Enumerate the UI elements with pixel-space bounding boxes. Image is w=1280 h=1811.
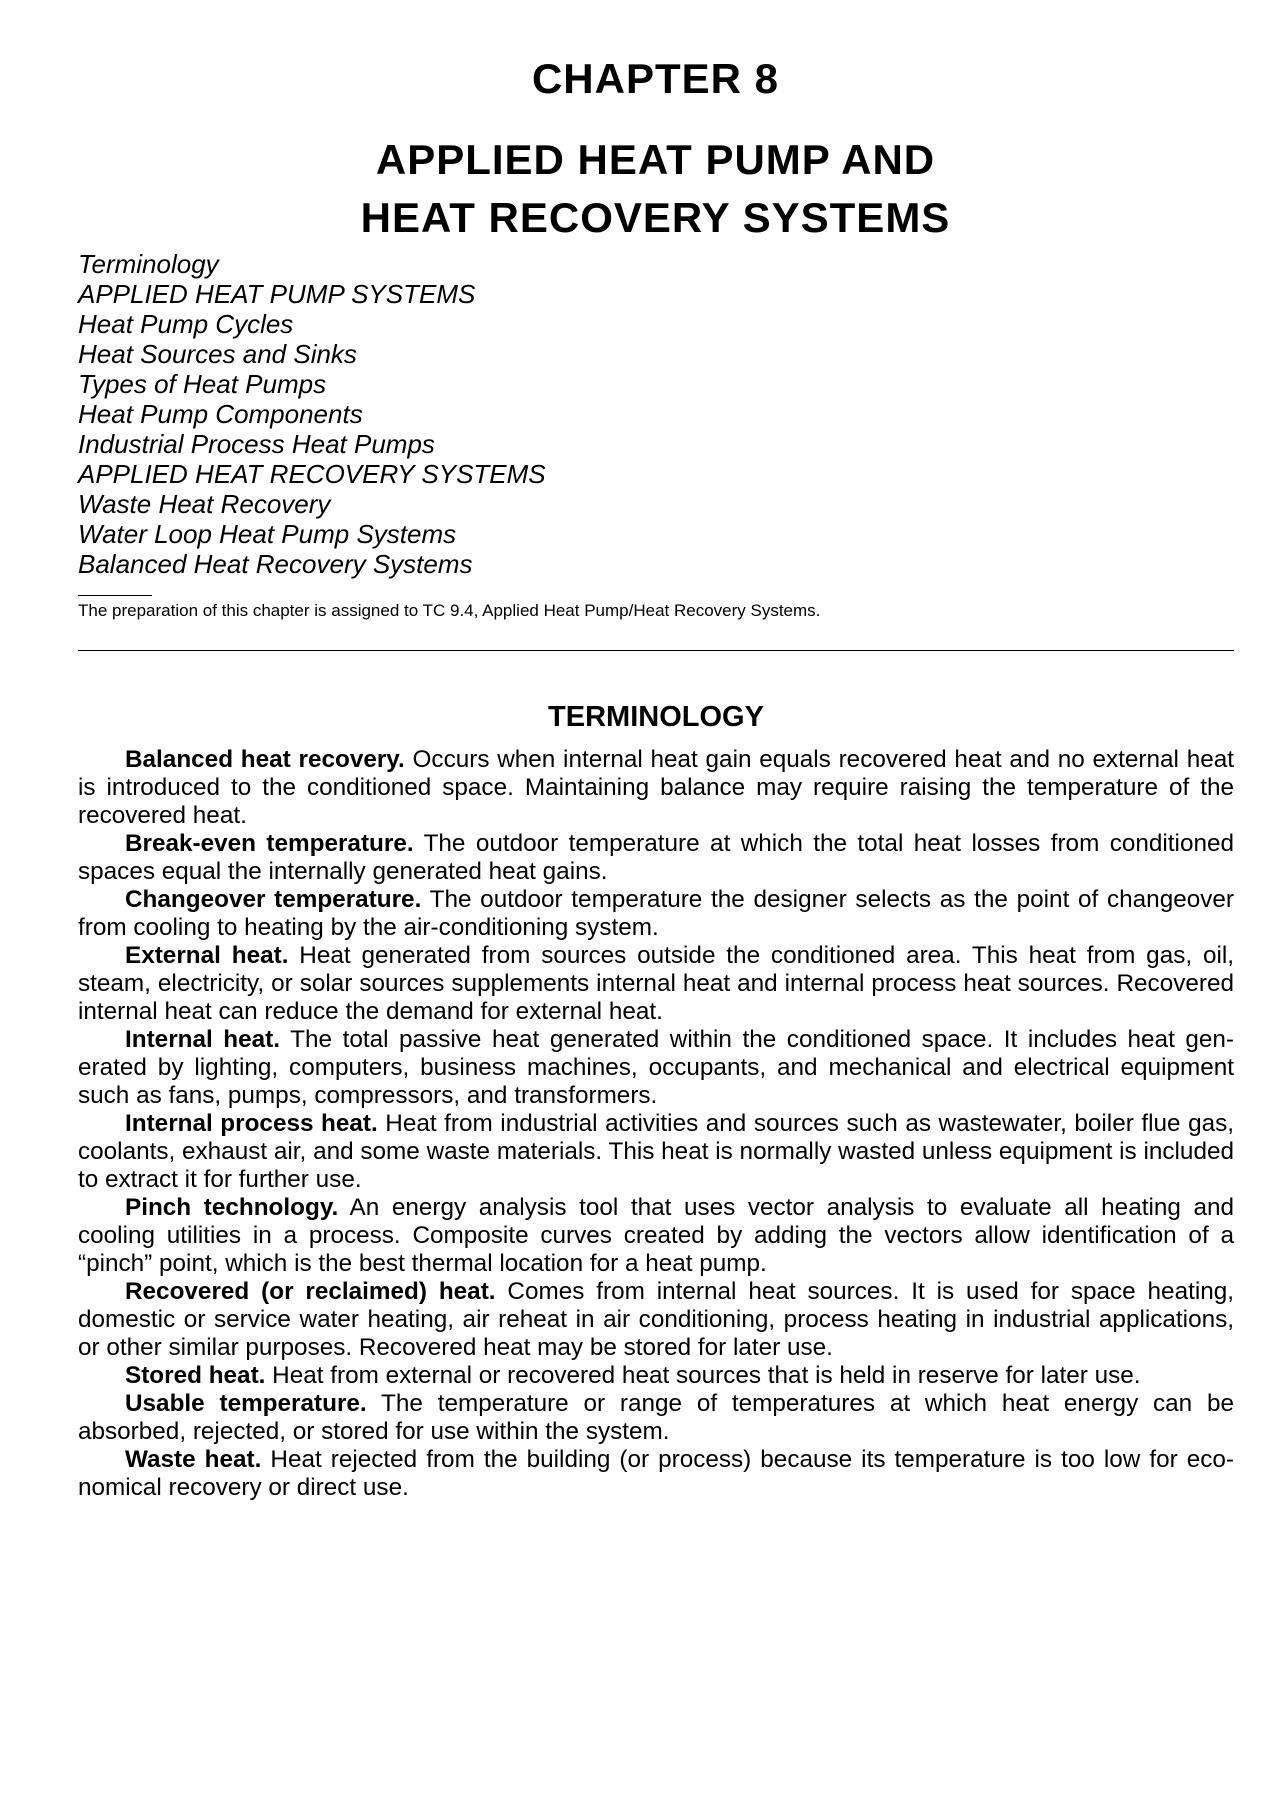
term-entry xyxy=(78,746,1234,830)
term-entry xyxy=(78,1110,1234,1194)
contents-item: Heat Pump Components xyxy=(78,399,363,429)
term-name: External heat. xyxy=(125,942,289,969)
contents-item: Waste Heat Recovery xyxy=(78,489,331,519)
footnote: The preparation of this chapter is assigned to TC 9.4, Applied Heat Pump/Heat Recovery Systems. xyxy=(78,601,821,620)
term-name: Usable temperature. xyxy=(125,1390,367,1417)
contents-item: Water Loop Heat Pump Systems xyxy=(78,519,457,549)
term-definition: Heat from industrial activities and sources such as wastewater, boiler flue gas, coolants, exhaust air, and some waste materials. This heat is normally wasted unless equipment is included to extract it for further use. xyxy=(78,1110,1234,1193)
term-definition: Heat rejected from the building (or process) because its temperature is too low for economical recovery or direct use. xyxy=(78,1446,1234,1501)
contents-item: APPLIED HEAT RECOVERY SYSTEMS xyxy=(78,459,546,489)
terminology-list xyxy=(78,746,1234,1502)
term-name: Changeover temperature. xyxy=(125,886,422,913)
contents-item: Balanced Heat Recovery Systems xyxy=(78,549,473,579)
footnote-rule xyxy=(78,595,152,596)
chapter-title xyxy=(0,131,1280,247)
term-name: Balanced heat recovery. xyxy=(125,746,405,773)
term-definition: The total passive heat generated within the conditioned space. It includes heat generated by lighting, computers, business machines, occupants, and mechanical and electrical equipment such as fans, pumps, compressors, and transformers. xyxy=(78,1026,1235,1109)
term-name: Internal heat. xyxy=(125,1026,281,1053)
term-definition: The outdoor temperature the designer selects as the point of changeover from cooling to heating by the air-conditioning system. xyxy=(78,886,1234,941)
term-entry xyxy=(78,830,1234,886)
term-entry xyxy=(78,1390,1234,1446)
term-definition: Occurs when internal heat gain equals recovered heat and no external heat is introduced to the conditioned space. Maintaining balance may require raising the temperature of the recovered heat. xyxy=(78,746,1234,829)
contents-item: Types of Heat Pumps xyxy=(78,369,327,399)
term-name: Internal process heat. xyxy=(125,1110,378,1137)
term-entry xyxy=(78,1278,1234,1362)
term-definition: The outdoor temperature at which the total heat losses from conditioned spaces equal the internally generated heat gains. xyxy=(78,830,1234,885)
contents-item: Heat Pump Cycles xyxy=(78,309,294,339)
term-name: Stored heat. xyxy=(125,1362,266,1389)
term-entry xyxy=(78,1446,1234,1502)
term-definition: Heat from external or recovered heat sources that is held in reserve for later use. xyxy=(265,1362,1141,1389)
term-definition: Heat generated from sources outside the conditioned area. This heat from gas, oil, steam, electricity, or solar sources supplements internal heat and internal process heat sources. Recovered internal heat can reduce the demand for external heat. xyxy=(78,942,1235,1025)
contents-item: APPLIED HEAT PUMP SYSTEMS xyxy=(78,279,476,309)
contents-item: Heat Sources and Sinks xyxy=(78,339,357,369)
term-definition: The temperature or range of temperatures at which heat energy can be absorbed, rejected, or stored for use within the system. xyxy=(78,1390,1235,1445)
term-name: Break-even temperature. xyxy=(125,830,414,857)
term-entry xyxy=(78,1026,1234,1110)
term-name: Waste heat. xyxy=(125,1446,262,1473)
term-entry xyxy=(78,886,1234,942)
term-entry xyxy=(78,1362,1234,1390)
term-name: Recovered (or reclaimed) heat. xyxy=(125,1278,496,1305)
chapter-contents-list xyxy=(78,249,546,579)
term-entry xyxy=(78,942,1234,1026)
term-name: Pinch technology. xyxy=(125,1194,339,1221)
term-definition: An energy analysis tool that uses vector analysis to evaluate all heating and cooling utilities in a process. Composite curves created by adding the vectors allow identification of a “pinch” point, which is the best thermal location for a heat pump. xyxy=(78,1194,1235,1277)
section-heading: TERMINOLOGY xyxy=(548,701,764,733)
term-definition: Comes from internal heat sources. It is used for space heating, domestic or service water heating, air reheat in air conditioning, process heating in industrial applications, or other similar purposes. Recovered heat may be stored for later use. xyxy=(78,1278,1235,1361)
chapter-title-line-2: HEAT RECOVERY SYSTEMS xyxy=(360,194,951,241)
contents-item: Industrial Process Heat Pumps xyxy=(78,429,435,459)
chapter-title-line-1: APPLIED HEAT PUMP AND xyxy=(375,136,936,183)
chapter-number: CHAPTER 8 xyxy=(531,55,780,102)
term-entry xyxy=(78,1194,1234,1278)
contents-item: Terminology xyxy=(78,249,219,279)
section-divider xyxy=(78,650,1234,651)
